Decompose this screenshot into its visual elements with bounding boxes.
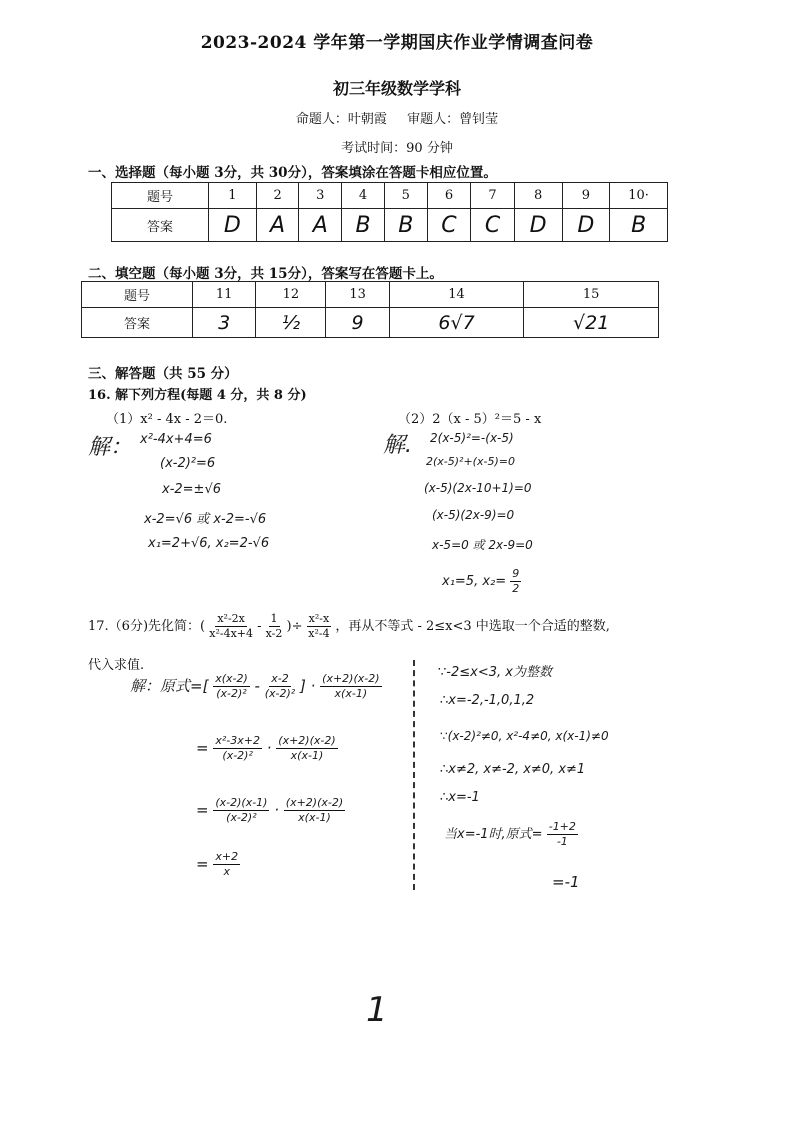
q-number: 2 [256,183,299,209]
fraction: $\frac{1}{x-2}$ [265,612,283,640]
q17-line2: 代入求值. [88,658,145,673]
sol1-line: x-2=±√6 [162,482,221,497]
sol2-line: (x-5)(2x-10+1)=0 [424,481,532,495]
paper-title: 2023-2024 学年第一学期国庆作业学情调查问卷 [200,33,594,53]
sol17-line2: = $\frac{\text{x²-3x+2}}{\text{(x-2)²}}$ · $\frac{(x+2)(x-2)}{x(x-1)}$ [196,734,336,762]
answer-cell: A [299,209,342,242]
q-number: 8 [514,183,562,209]
section1-heading: 一、选择题（每小题 3分，共 30分），答案填涂在答题卡相应位置。 [88,165,497,181]
sol2-line: (x-5)(2x-9)=0 [432,508,515,522]
fraction: $\frac{(x+2)(x-2)}{x(x-1)}$ [278,734,336,762]
author: 命题人：叶朝霞 [295,112,387,127]
section1-answer-row [112,209,668,242]
sol17-line1: 解：原式=[ $\frac{x(x-2)}{\text{(x-2)²}}$ - $\frac{x-2}{\text{(x-2)²}}$ ] · $\frac{(x+2)(x-2)}{x(x-1)}$ [130,672,380,700]
page-number: 1 [366,990,388,1030]
q-number: 4 [342,183,385,209]
q-number: 6 [427,183,471,209]
sol1-line: (x-2)²=6 [160,456,216,471]
q-number: 5 [384,183,427,209]
sol1-label: 解： [88,435,133,460]
answer-cell: 6√7 [389,308,524,338]
q17-suffix: ，再从不等式 - 2≤x<3 中选取一个合适的整数, [335,618,610,634]
reviewer: 审题人：曾钊莹 [407,112,499,127]
sol17-right-line: ∵-2≤x<3, x为整数 [438,665,552,680]
sol17-right-line: ∵(x-2)²≠0, x²-4≠0, x(x-1)≠0 [440,729,609,743]
answer-cell: D [209,209,257,242]
paper-subtitle: 初三年级数学学科 [332,79,461,98]
answer-cell: 3 [193,308,256,338]
answer-cell: 9 [326,308,389,338]
answer-cell: ½ [256,308,326,338]
exam-time: 考试时间：90 分钟 [341,141,453,156]
q-number: 7 [471,183,515,209]
answer-cell: B [342,209,385,242]
sol17-right-line: ∴x=-1 [440,790,480,805]
sol1-line: x²-4x+4=6 [140,432,212,447]
answer-cell: B [384,209,427,242]
section2-heading: 二、填空题（每小题 3分，共 15分），答案写在答题卡上。 [88,266,443,282]
sol2-line: x-5=0 或 2x-9=0 [432,538,533,552]
sol1-line: x₁=2+√6, x₂=2-√6 [148,536,270,551]
row-label: 题号 [82,282,193,308]
q16-part1: （1）x² - 4x - 2＝0. [106,412,228,427]
q17-prefix: 17.（6分)先化简：( [88,618,206,634]
q16-stem: 16. 解下列方程(每题 4 分，共 8 分) [88,388,307,403]
answer-cell: √21 [524,308,659,338]
sol17-right-line: =-1 [552,873,580,891]
q-number: 10· [610,183,668,209]
fraction: $\frac{\text{x²-3x+2}}{\text{(x-2)²}}$ [215,734,260,762]
sol2-line [442,567,521,596]
section1-number-row [112,183,668,209]
fraction: $\frac{(x-2)(x-1)}{\text{(x-2)²}}$ [215,796,268,824]
q-number: 14 [389,282,524,308]
row-label: 题号 [112,183,209,209]
q-number: 9 [562,183,610,209]
sol17-line3: = $\frac{(x-2)(x-1)}{\text{(x-2)²}}$ · $\frac{(x+2)(x-2)}{x(x-1)}$ [196,796,344,824]
sol2-result: x₁=5, x₂= [442,573,507,589]
fraction: $\frac{(x+2)(x-2)}{x(x-1)}$ [322,672,380,700]
sol17-right-line: ∴x=-2,-1,0,1,2 [440,693,535,708]
answer-cell: D [514,209,562,242]
sol2-line: 2(x-5)²+(x-5)=0 [426,455,515,468]
q-number: 1 [209,183,257,209]
fraction: $\frac{9}{2}$ [512,567,520,595]
sol17-right-line: 当x=-1时,原式= $\frac{-1+2}{-1}$ [444,820,576,848]
solution-divider [413,660,415,890]
section2-number-row [82,282,659,308]
sol2-label: 解. [383,433,412,458]
fraction: $\frac{x-2}{\text{(x-2)²}}$ [264,672,296,700]
fraction: $\frac{\text{x²-2x}}{\text{x²-4x+4}}$ [209,612,253,640]
sol17-right-line: ∴x≠2, x≠-2, x≠0, x≠1 [440,762,586,777]
q-number: 11 [193,282,256,308]
q17-stem: 17.（6分)先化简：( $\frac{\text{x²-2x}}{\text{x²-4x+4}}$ - $\frac{1}{x-2}$ )÷ $\frac{\text{x²-x}}{\text{x²-4}}$ ，再从不等式 - 2≤x<3 中选取一个合适的整数, [88,612,610,640]
authors-line [0,108,794,127]
fraction: $\frac{x+2}{x}$ [215,850,239,878]
sol1-line: x-2=√6 或 x-2=-√6 [144,512,267,527]
answer-cell: A [256,209,299,242]
row-label: 答案 [112,209,209,242]
sol17-line4: = $\frac{x+2}{x}$ [196,850,239,878]
answer-cell: C [427,209,471,242]
section2-answer-row [82,308,659,338]
answer-cell: B [610,209,668,242]
section3-heading: 三、解答题（共 55 分） [88,366,238,382]
answer-cell: D [562,209,610,242]
q-number: 3 [299,183,342,209]
q-number: 13 [326,282,389,308]
fraction: $\frac{(x+2)(x-2)}{x(x-1)}$ [285,796,344,824]
fraction: $\frac{x(x-2)}{\text{(x-2)²}}$ [215,672,248,700]
q-number: 12 [256,282,326,308]
sol2-line: 2(x-5)²=-(x-5) [430,431,514,445]
fraction: $\frac{\text{x²-x}}{\text{x²-4}}$ [308,612,330,640]
section1-answer-table [111,182,668,242]
row-label: 答案 [82,308,193,338]
q-number: 15 [524,282,659,308]
fraction: $\frac{-1+2}{-1}$ [548,820,576,848]
answer-cell: C [471,209,515,242]
q16-part2: （2）2（x - 5）²＝5 - x [398,412,542,427]
section2-answer-table [81,281,659,338]
